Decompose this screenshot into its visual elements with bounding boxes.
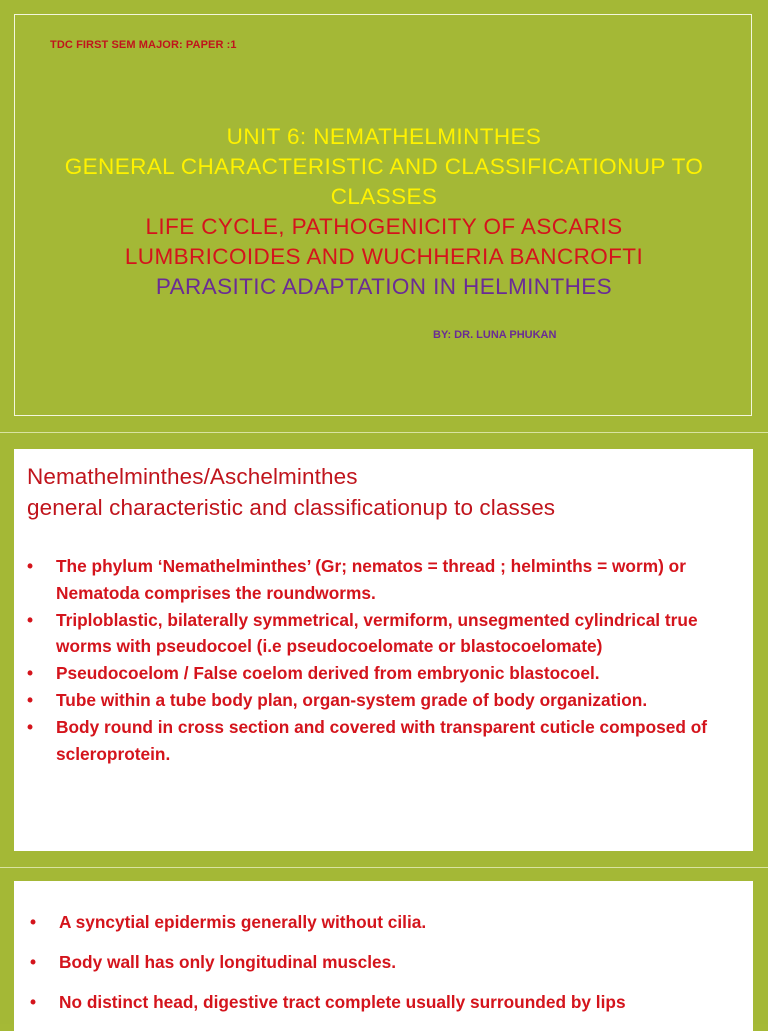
bullet-icon: • (30, 912, 37, 932)
list-item-text: Body wall has only longitudinal muscles. (59, 952, 397, 972)
list-item-text: Pseudocoelom / False coelom derived from embryonic blastocoel. (56, 663, 600, 684)
list-item (27, 553, 742, 607)
list-item (27, 607, 742, 661)
list-item-text: A syncytial epidermis generally without cilia. (59, 912, 427, 932)
list-item (30, 909, 745, 935)
bullet-icon: • (27, 689, 34, 710)
title-line: PARASITIC ADAPTATION IN HELMINTHES (155, 274, 613, 299)
content-card (14, 881, 753, 1031)
title-line: LIFE CYCLE, PATHOGENICITY OF ASCARIS (145, 214, 623, 239)
slide-title (0, 122, 768, 302)
content-slide (0, 433, 768, 867)
title-line: GENERAL CHARACTERISTIC AND CLASSIFICATIONUP TO (64, 154, 704, 179)
slide-heading (27, 461, 555, 523)
list-item (30, 949, 745, 975)
content-card (14, 449, 753, 851)
title-line: CLASSES (330, 184, 438, 209)
heading-line: general characteristic and classificationup to classes (27, 495, 556, 520)
bullet-icon: • (27, 716, 34, 737)
title-line: UNIT 6: NEMATHELMINTHES (226, 124, 542, 149)
list-item-text: The phylum ‘Nemathelminthes’ (Gr; nematos = thread ; helminths = worm) or Nematoda comprises the roundworms. (56, 556, 686, 603)
author-credit: BY: DR. LUNA PHUKAN (433, 329, 557, 341)
bullet-icon: • (27, 556, 34, 576)
list-item-text: Body round in cross section and covered with transparent cuticle composed of scleroprotein. (56, 716, 708, 764)
title-slide (0, 0, 768, 432)
course-label: TDC FIRST SEM MAJOR: PAPER :1 (50, 39, 237, 51)
title-line: LUMBRICOIDES AND WUCHHERIA BANCROFTI (124, 244, 644, 269)
list-item-text: No distinct head, digestive tract complete usually surrounded by lips (59, 992, 626, 1012)
list-item (27, 660, 742, 687)
list-item (30, 989, 745, 1015)
bullet-icon: • (27, 663, 34, 684)
bullet-list (30, 909, 745, 1029)
bullet-icon: • (30, 952, 37, 972)
heading-line: Nemathelminthes/Aschelminthes (27, 464, 358, 489)
bullet-list (27, 553, 742, 767)
list-item-text: Triploblastic, bilaterally symmetrical, vermiform, unsegmented cylindrical true worms with pseudocoel (i.e pseudocoelomate or blastocoelomate) (56, 609, 698, 657)
list-item-text: Tube within a tube body plan, organ-system grade of body organization. (56, 689, 648, 710)
list-item (27, 687, 742, 714)
list-item (27, 714, 742, 768)
content-slide (0, 868, 768, 1024)
bullet-icon: • (27, 609, 34, 630)
bullet-icon: • (30, 992, 37, 1012)
